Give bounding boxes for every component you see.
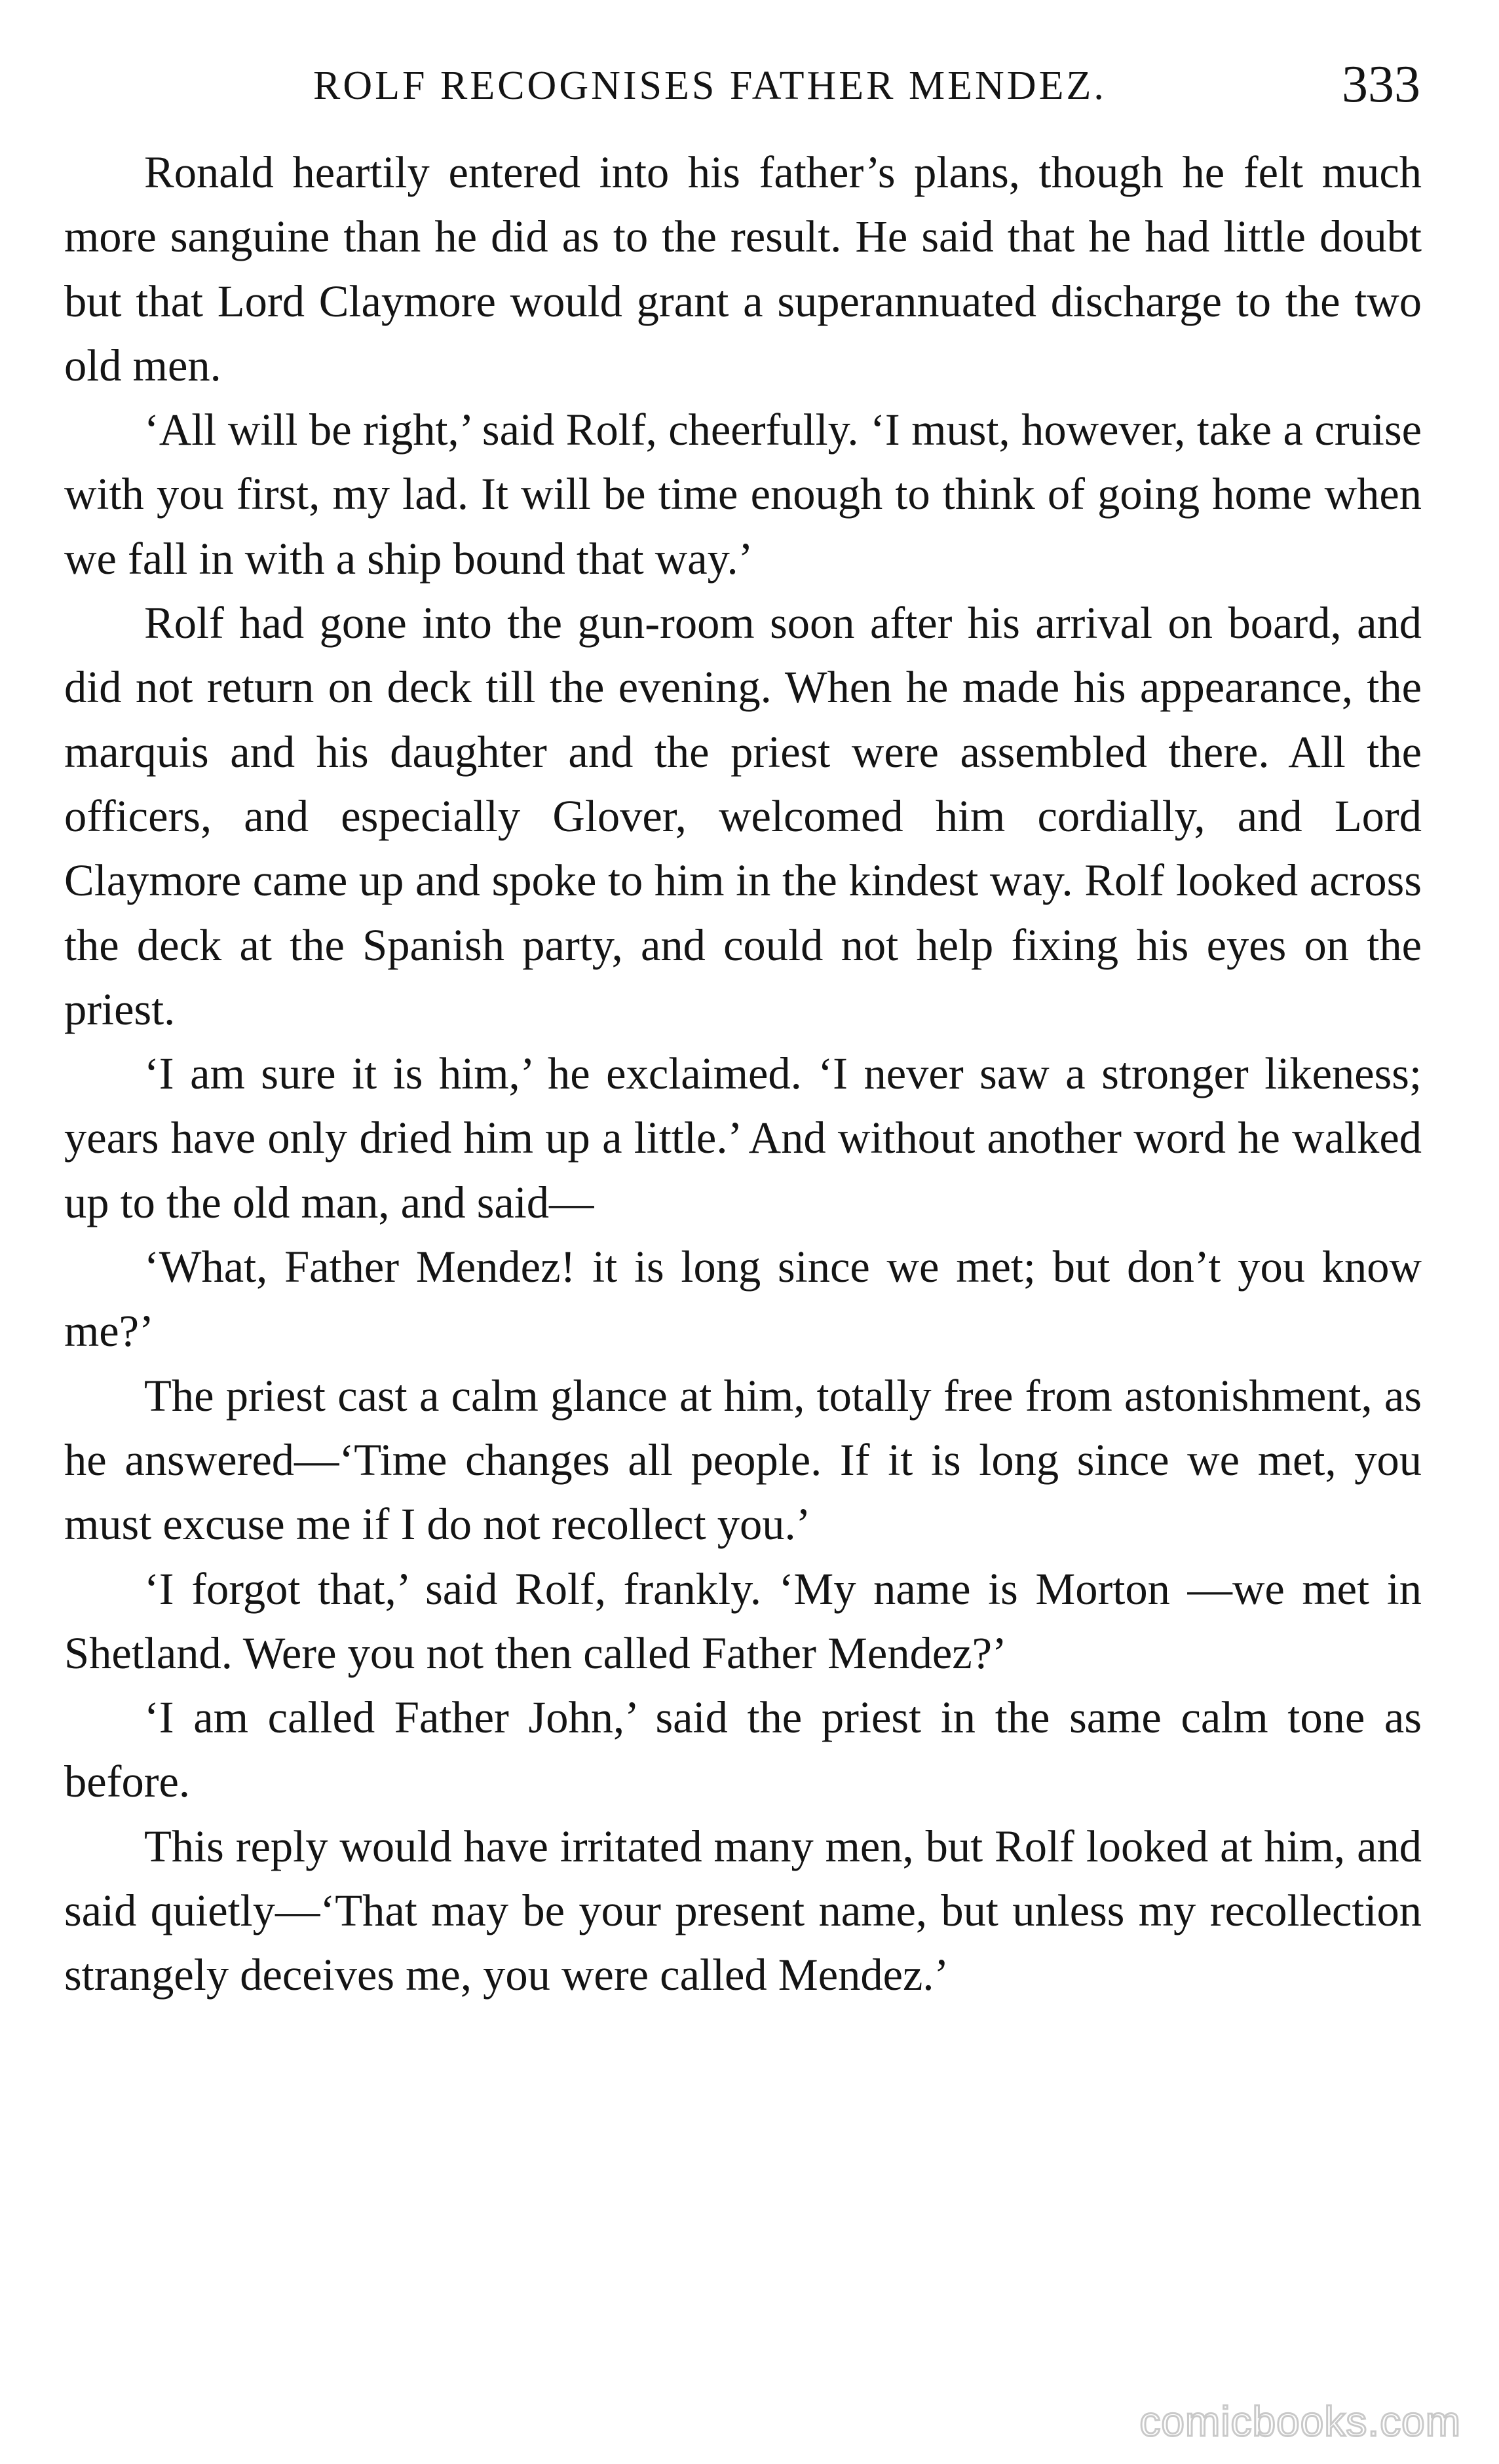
page-number: 333 (1342, 56, 1420, 113)
body-text (64, 140, 1422, 2007)
page-header (0, 51, 1499, 130)
paragraph: ‘I am called Father John,’ said the priest in the same calm tone as before. (64, 1692, 1422, 1807)
paragraph: Rolf had gone into the gun-room soon after his arrival on board, and did not return on deck till the evening. When he made his appearance, the marquis and his daughter and the priest were assembled there. All the officers, and especially Glover, welcomed him cordially, and Lord Claymore came up and spoke to him in the kindest way. Rolf looked across the deck at the Spanish party, and could not help fixing his eyes on the priest. (64, 598, 1422, 1034)
paragraph: The priest cast a calm glance at him, totally free from astonishment, as he answered—‘Time changes all people. If it is long since we met, you must excuse me if I do not recollect you.’ (64, 1370, 1422, 1550)
paragraph: ‘I forgot that,’ said Rolf, frankly. ‘My name is Morton —we met in Shetland. Were you not then called Father Mendez?’ (64, 1563, 1422, 1678)
paragraph: Ronald heartily entered into his father’s plans, though he felt much more sanguine than he did as to the result. He said that he had little doubt but that Lord Claymore would grant a superannuated discharge to the two old men. (64, 147, 1422, 390)
paragraph: This reply would have irritated many men, but Rolf looked at him, and said quietly—‘That may be your present name, but unless my recollection strangely deceives me, you were called Mendez.’ (64, 1821, 1422, 2000)
paragraph: ‘All will be right,’ said Rolf, cheerfully. ‘I must, however, take a cruise with you first, my lad. It will be time enough to think of going home when we fall in with a ship bound that way.’ (64, 405, 1422, 584)
paragraph: ‘What, Father Mendez! it is long since we met; but don’t you know me?’ (64, 1242, 1422, 1356)
watermark: comicbooks.com (1139, 2398, 1461, 2445)
running-title: ROLF RECOGNISES FATHER MENDEZ. (313, 64, 1107, 108)
paragraph: ‘I am sure it is him,’ he exclaimed. ‘I never saw a stronger likeness; years have only dried him up a little.’ And without another word he walked up to the old man, and said— (64, 1049, 1422, 1227)
